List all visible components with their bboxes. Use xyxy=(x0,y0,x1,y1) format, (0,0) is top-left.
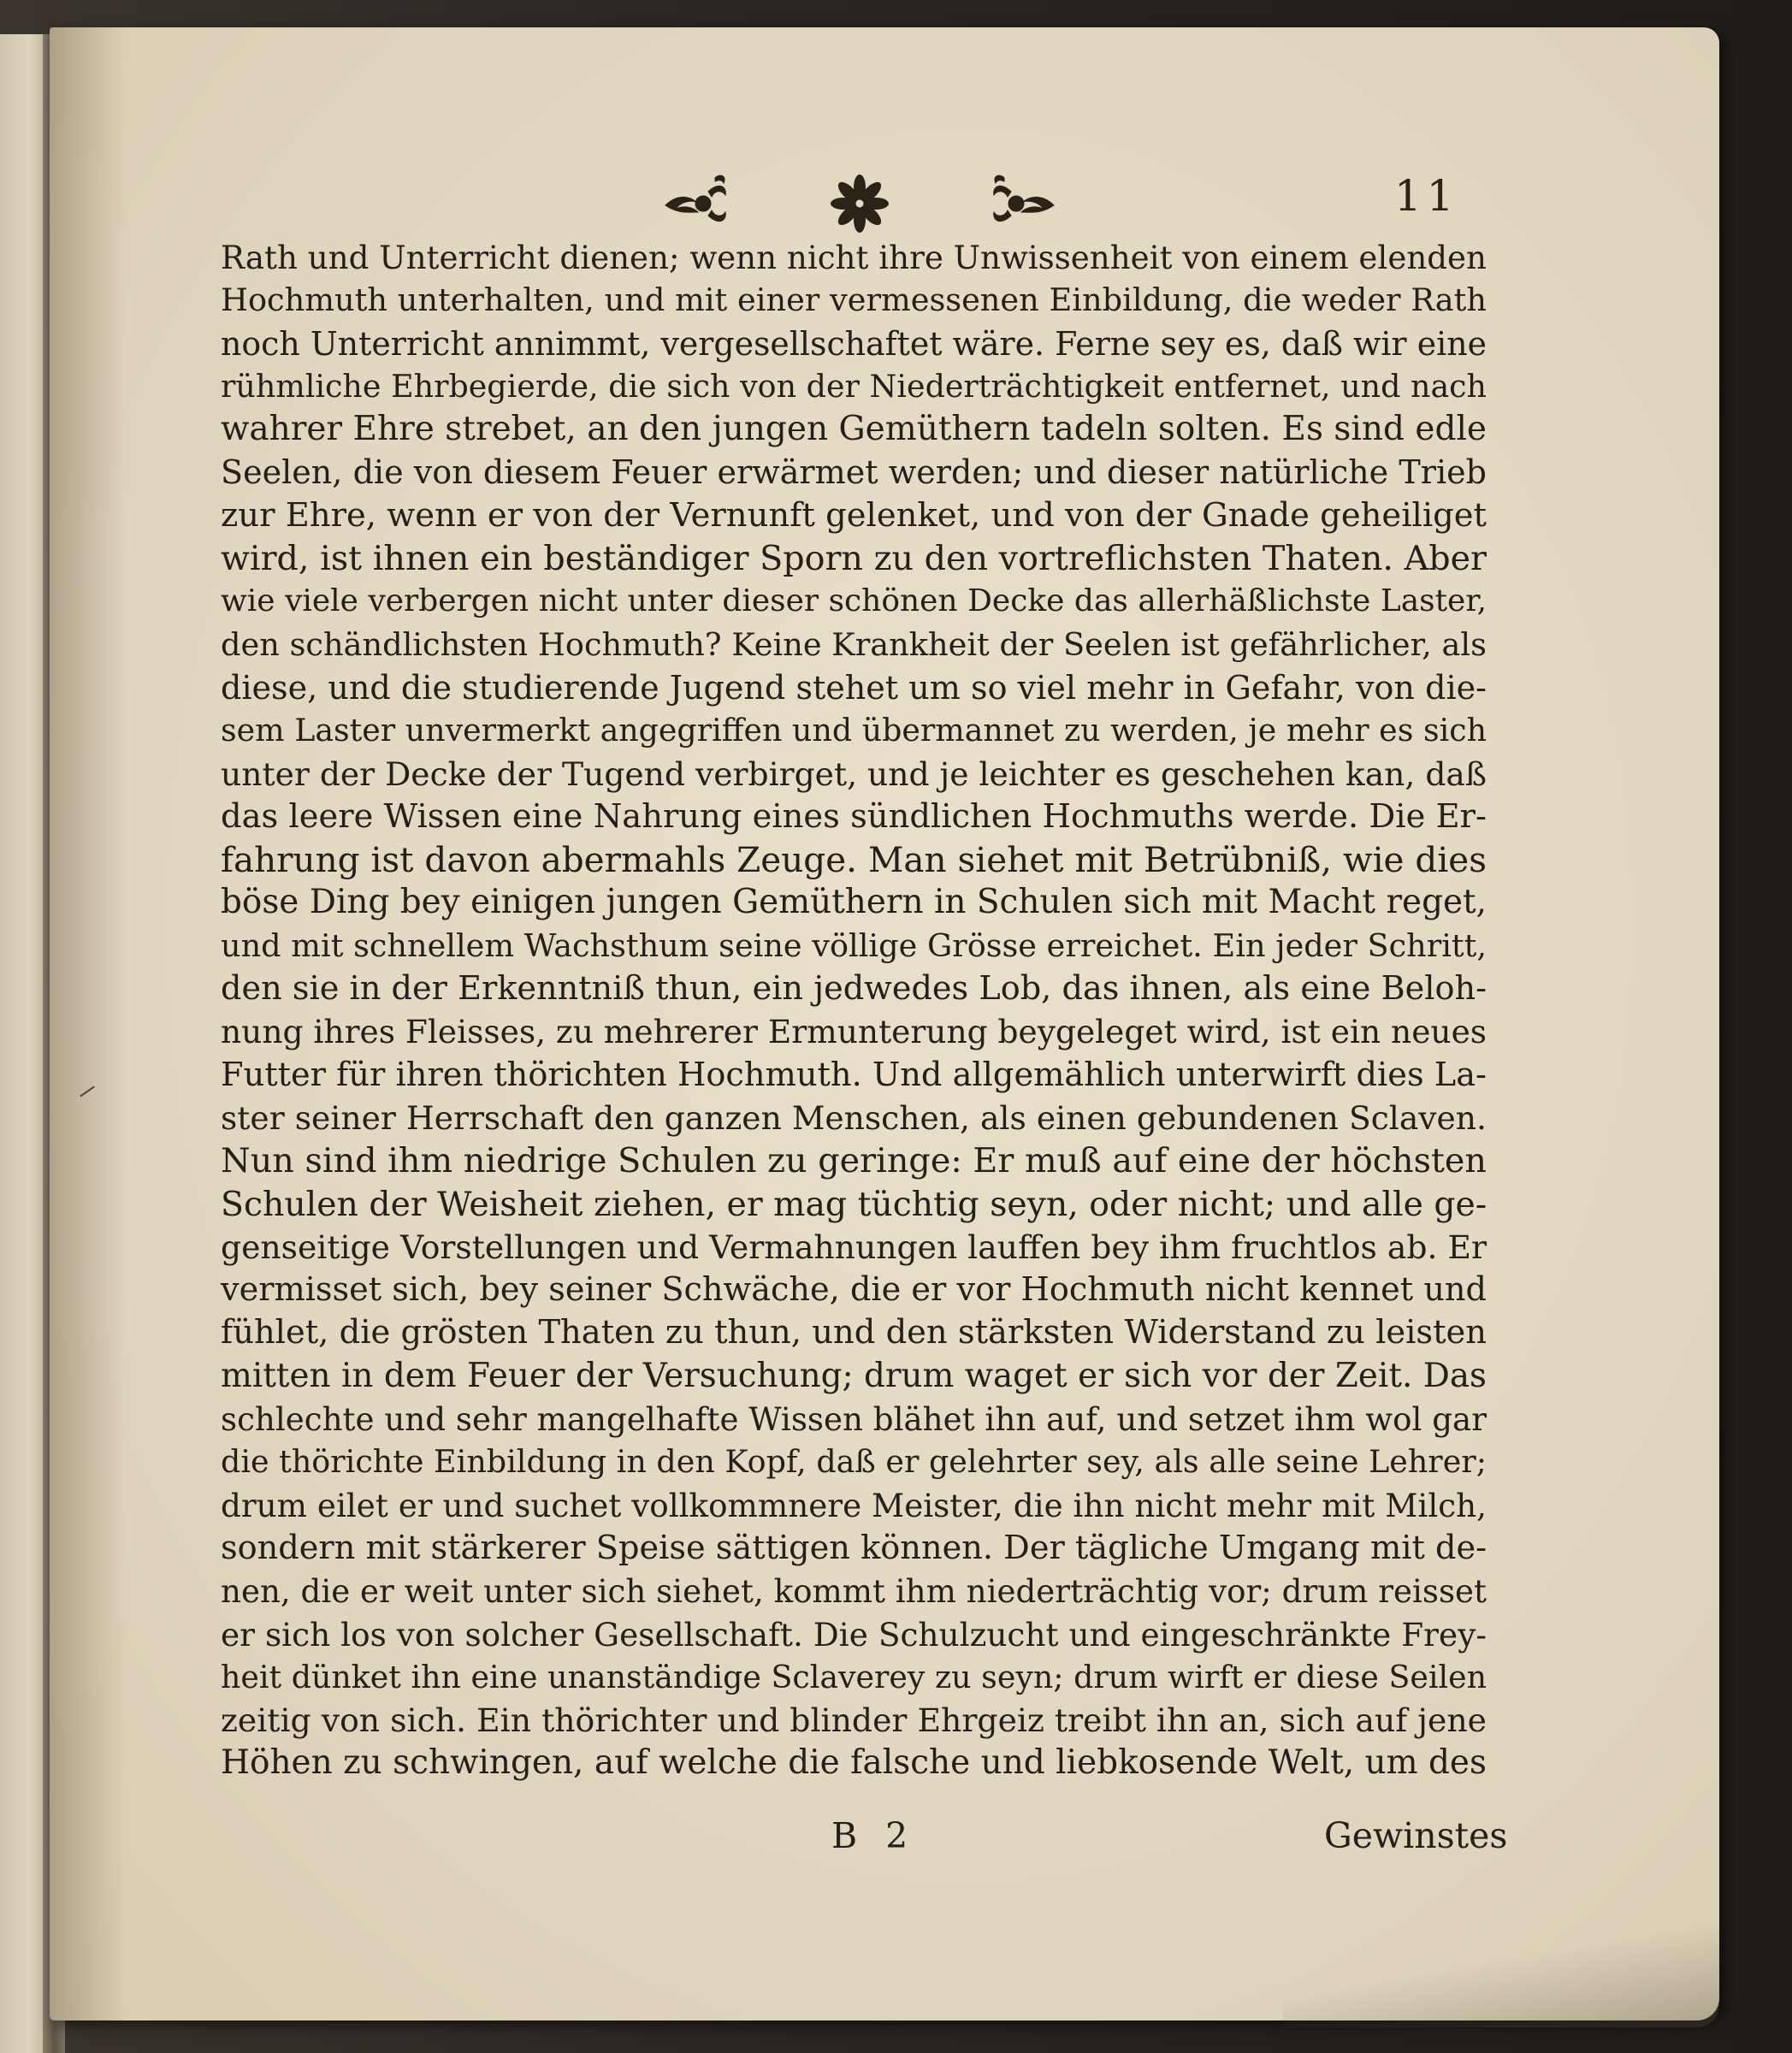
text-line: Nun sind ihm niedrige Schulen zu geringe: Er muß auf eine der höchsten xyxy=(221,1141,1487,1181)
text-line: rühmliche Ehrbegierde, die sich von der Niederträchtigkeit entfernet, und nach xyxy=(221,367,1487,405)
text-line: Schulen der Weisheit ziehen, er mag tüchtig seyn, oder nicht; und alle ge- xyxy=(221,1184,1487,1224)
text-line: diese, und die studierende Jugend stehet um so viel mehr in Gefahr, von die- xyxy=(221,668,1487,707)
text-line: unter der Decke der Tugend verbirget, und je leichter es geschehen kan, daß xyxy=(221,754,1487,793)
text-line: zur Ehre, wenn er von der Vernunft gelenket, und von der Gnade geheiliget xyxy=(221,495,1487,535)
text-line: Futter für ihren thörichten Hochmuth. Und allgemählich unterwirft dies La- xyxy=(221,1055,1487,1094)
header-ornament-icon xyxy=(659,169,1061,238)
page-curl-shadow xyxy=(1283,1925,1719,2027)
catchword: Gewinstes xyxy=(1324,1815,1508,1856)
text-line: Hochmuth unterhalten, und mit einer vermessenen Einbildung, die weder Rath xyxy=(221,281,1487,319)
center-rosette-icon xyxy=(831,175,889,233)
text-line: den sie in der Erkenntniß thun, ein jedwedes Lob, das ihnen, als eine Beloh- xyxy=(221,970,1487,1009)
right-fleuron-icon xyxy=(994,175,1054,222)
text-line: nen, die er weit unter sich siehet, kommt ihm niederträchtig vor; drum reisset xyxy=(221,1572,1487,1611)
text-line: Rath und Unterricht dienen; wenn nicht ihre Unwissenheit von einem elenden xyxy=(221,239,1487,276)
page-number: 11 xyxy=(1394,171,1459,221)
text-line: den schändlichsten Hochmuth? Keine Krankheit der Seelen ist gefährlicher, als xyxy=(221,625,1487,663)
text-line: sondern mit stärkerer Speise sättigen können. Der tägliche Umgang mit de- xyxy=(221,1528,1487,1567)
left-fleuron-icon xyxy=(665,175,725,222)
text-line: schlechte und sehr mangelhafte Wissen blähet ihn auf, und setzet ihm wol gar xyxy=(221,1400,1487,1439)
text-line: böse Ding bey einigen jungen Gemüthern in Schulen sich mit Macht reget, xyxy=(221,883,1487,922)
text-line: mitten in dem Feuer der Versuchung; drum waget er sich vor der Zeit. Das xyxy=(221,1356,1487,1395)
signature-mark: B 2 xyxy=(831,1815,917,1856)
text-line: die thörichte Einbildung in den Kopf, daß er gelehrter sey, als alle seine Lehrer; xyxy=(221,1443,1487,1481)
text-line: fühlet, die grösten Thaten zu thun, und den stärksten Widerstand zu leisten xyxy=(221,1313,1487,1352)
text-line: das leere Wissen eine Nahrung eines sündlichen Hochmuths werde. Die Er- xyxy=(221,796,1487,836)
text-line: und mit schnellem Wachsthum seine völlige Grösse erreichet. Ein jeder Schritt, xyxy=(221,926,1487,964)
text-line: heit dünket ihn eine unanständige Sclaverey zu seyn; drum wirft er diese Seilen xyxy=(221,1658,1487,1695)
text-line: er sich los von solcher Gesellschaft. Die Schulzucht und eingeschränkte Frey- xyxy=(221,1615,1487,1654)
text-line: noch Unterricht annimmt, vergesellschaftet wäre. Ferne sey es, daß wir eine xyxy=(221,324,1487,363)
text-line: sem Laster unvermerkt angegriffen und übermannet zu werden, je mehr es sich xyxy=(221,712,1487,749)
text-line: ster seiner Herrschaft den ganzen Menschen, als einen gebundenen Sclaven. xyxy=(221,1098,1487,1137)
text-line: zeitig von sich. Ein thörichter und blinder Ehrgeiz treibt ihn an, sich auf jene xyxy=(221,1701,1487,1740)
text-line: wird, ist ihnen ein beständiger Sporn zu den vortreflichsten Thaten. Aber xyxy=(221,539,1487,579)
text-line: drum eilet er und suchet vollkommnere Meister, die ihn nicht mehr mit Milch, xyxy=(221,1486,1487,1524)
text-line: wahrer Ehre strebet, an den jungen Gemüthern tadeln solten. Es sind edle xyxy=(221,410,1487,449)
body-text xyxy=(221,236,1487,1785)
text-line: wie viele verbergen nicht unter dieser schönen Decke das allerhäßlichste Laster, xyxy=(221,583,1487,619)
text-line: vermisset sich, bey seiner Schwäche, die er vor Hochmuth nicht kennet und xyxy=(221,1271,1487,1310)
page-shadow xyxy=(50,27,127,2020)
text-line: Seelen, die von diesem Feuer erwärmet werden; und dieser natürliche Trieb xyxy=(221,453,1487,492)
text-line: Höhen zu schwingen, auf welche die falsche und liebkosende Welt, um des xyxy=(221,1743,1487,1783)
text-line: fahrung ist davon abermahls Zeuge. Man siehet mit Betrübniß, wie dies xyxy=(221,839,1487,881)
text-line: nung ihres Fleisses, zu mehrerer Ermunterung beygeleget wird, ist ein neues xyxy=(221,1013,1487,1051)
text-line: genseitige Vorstellungen und Vermahnungen lauffen bey ihm fruchtlos ab. Er xyxy=(221,1228,1487,1266)
